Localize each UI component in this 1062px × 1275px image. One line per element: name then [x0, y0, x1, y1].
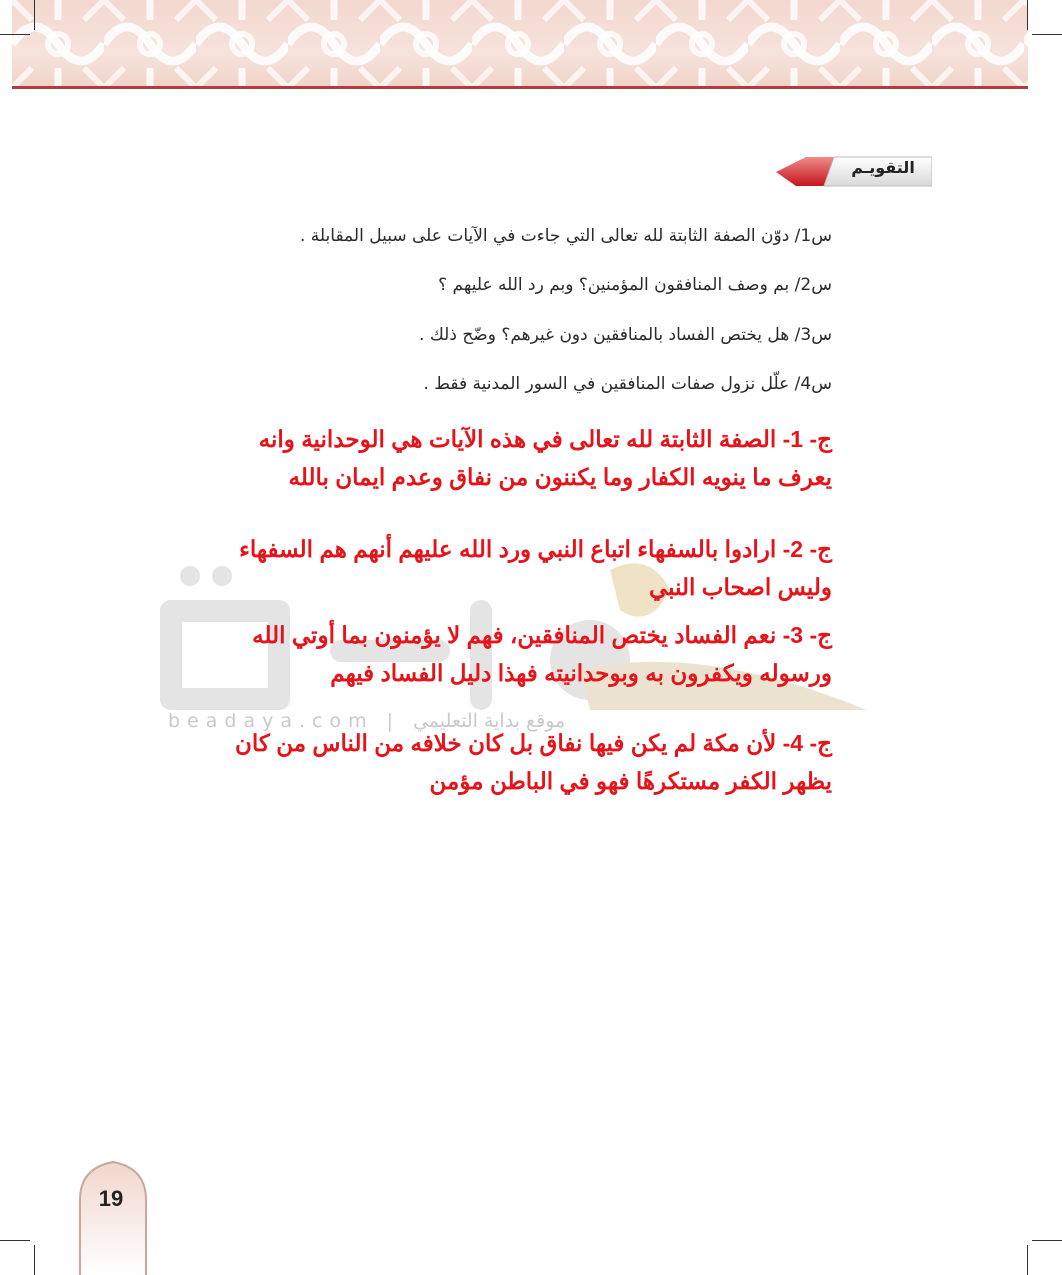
page-number-tab [78, 1160, 148, 1275]
answer-2: ج- 2- ارادوا بالسفهاء اتباع النبي ورد الله عليهم أنهم هم السفهاء وليس اصحاب النبي [239, 536, 832, 600]
question-3: س3/ هل يختص الفساد بالمنافقين دون غيرهم؟ وضّح ذلك . [419, 325, 832, 345]
banner-pattern [12, 0, 1028, 88]
question-4: س4/ علّل نزول صفات المنافقين في السور المدنية فقط . [423, 374, 832, 394]
crop-mark [34, 1245, 35, 1275]
answer-1: ج- 1- الصفة الثابتة لله تعالى في هذه الآيات هي الوحدانية وانه يعرف ما ينويه الكفار وما يكننون من نفاق وعدم ايمان بالله [258, 426, 832, 490]
crop-mark [1027, 1245, 1028, 1275]
crop-mark [0, 1240, 30, 1241]
watermark-text: beadaya.com | موقع بداية التعليمي [168, 710, 566, 732]
crop-mark [34, 0, 35, 30]
answer-3: ج- 3- نعم الفساد يختص المنافقين، فهم لا يؤمنون بما أوتي الله ورسوله ويكفرون به وبوحدانيته فهذا دليل الفساد فيهم [252, 622, 832, 686]
crop-mark [1032, 1240, 1062, 1241]
answer-4: ج- 4- لأن مكة لم يكن فيها نفاق بل كان خلافه من الناس من كان يظهر الكفر مستكرهًا فهو في الباطن مؤمن [234, 730, 832, 794]
crop-mark [0, 34, 30, 35]
question-2: س2/ بم وصف المنافقون المؤمنين؟ وبم رد الله عليهم ؟ [438, 275, 832, 295]
header-banner [12, 0, 1028, 88]
question-1: س1/ دوّن الصفة الثابتة لله تعالى التي جاءت في الآيات على سبيل المقابلة . [300, 226, 832, 246]
banner-border [12, 86, 1028, 89]
page-number: 19 [98, 1186, 124, 1211]
crop-mark [1027, 0, 1028, 30]
crop-mark [1032, 34, 1062, 35]
section-title: التقويـم [851, 158, 915, 177]
